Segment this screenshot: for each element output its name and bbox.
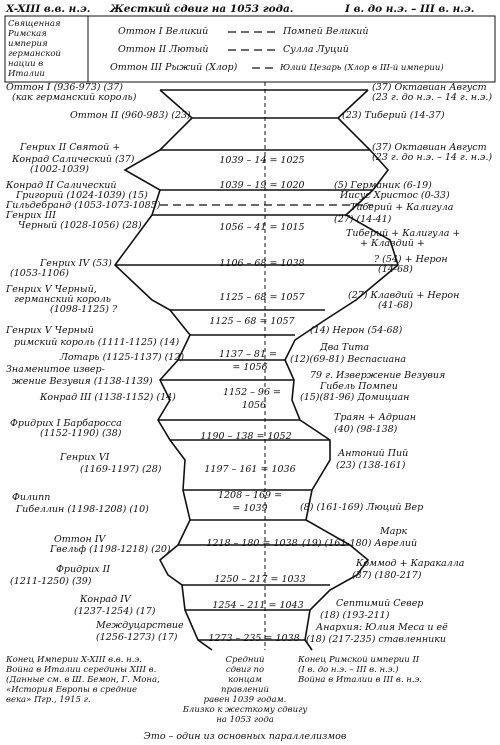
right-ruler-label: Септимий Север bbox=[336, 598, 424, 609]
equation: 1197 – 161 = 1036 bbox=[204, 464, 296, 475]
note-line: правлений bbox=[221, 685, 269, 695]
equation: 1208 – 169 = bbox=[217, 490, 283, 501]
left-ruler-label: Гвельф (1198-1218) (20) bbox=[50, 544, 171, 555]
right-ruler-label: (27) (14-41) bbox=[334, 214, 392, 225]
right-ruler-label: Антоний Пий bbox=[338, 448, 409, 459]
equation: 1190 – 138 = 1052 bbox=[200, 431, 292, 442]
footer-right-line: (I в. до н.э. – III в. н.э.) bbox=[298, 665, 399, 675]
header-roman-ruler: Юлий Цезарь (Хлор в III-й империи) bbox=[280, 63, 444, 73]
left-ruler-label: германский король bbox=[14, 294, 111, 305]
note-line: Близко к жесткому сдвигу bbox=[182, 705, 308, 715]
header-medieval-rulers bbox=[110, 26, 238, 73]
footer-left-line: Конец Империи X-XIII в.в. н.э. bbox=[6, 655, 142, 665]
left-ruler-label: (1256-1273) (17) bbox=[96, 632, 178, 643]
left-ruler-label: Черный (1028-1056) (28) bbox=[18, 220, 142, 231]
note-line: на 1053 года bbox=[216, 715, 274, 725]
right-ruler-label: Тиберий + Калигула + bbox=[346, 228, 461, 239]
header-empire-line: германской bbox=[8, 49, 61, 59]
equation: 1273 – 235 = 1038 bbox=[208, 633, 300, 644]
right-ruler-label: Марк bbox=[380, 526, 408, 537]
equation: = 1039 bbox=[232, 503, 268, 514]
left-ruler-label: Генрих III bbox=[6, 210, 57, 221]
left-ruler-label: Оттон IV bbox=[54, 534, 106, 545]
header-shift-title: Жесткий сдвиг на 1053 года. bbox=[110, 3, 294, 15]
header-left-century: X-XIII в.в. н.э. bbox=[6, 3, 91, 15]
right-ruler-label: (5) Германик (6-19) bbox=[334, 180, 432, 191]
note-line: сдвиг по bbox=[225, 665, 265, 675]
equation: 1056 bbox=[241, 400, 267, 411]
left-ruler-label: (как германский король) bbox=[12, 92, 137, 103]
note-line: равен 1039 годам. bbox=[203, 695, 287, 705]
left-ruler-label: Знаменитое извер- bbox=[6, 364, 105, 375]
right-ruler-label: (18) (193-211) bbox=[320, 610, 390, 621]
right-ruler-label: (14-68) bbox=[378, 264, 413, 275]
right-ruler-label: (41-68) bbox=[378, 300, 413, 311]
left-ruler-label: римский король (1111-1125) (14) bbox=[14, 337, 180, 348]
right-ruler-label: (40) (98-138) bbox=[334, 424, 398, 435]
header-empire-line: Священная bbox=[8, 19, 61, 29]
right-ruler-label: (8) (161-169) Люций Вер bbox=[300, 502, 424, 513]
left-ruler-label: Гибеллин (1198-1208) (10) bbox=[16, 504, 149, 515]
equation: = 1056 bbox=[232, 362, 268, 373]
equation: 1106 – 68 = 1038 bbox=[219, 258, 305, 269]
left-ruler-labels bbox=[5, 82, 191, 643]
left-ruler-label: Генрих II Святой + bbox=[20, 142, 121, 153]
left-ruler-label: Григорий (1024-1039) (15) bbox=[16, 190, 148, 201]
left-ruler-label: Оттон I (936-973) (37) bbox=[6, 82, 123, 93]
right-ruler-label: (12)(69-81) Веспасиана bbox=[290, 354, 407, 365]
left-ruler-label: Генрих VI bbox=[60, 452, 110, 463]
right-ruler-label: + Клавдий + bbox=[360, 238, 425, 249]
left-ruler-label: Конрад II Салический bbox=[6, 180, 117, 191]
right-ruler-label: (37) Октавиан Август bbox=[372, 82, 487, 93]
right-ruler-label: (37) Октавиан Август bbox=[372, 142, 487, 153]
left-ruler-label: Генрих V Черный bbox=[6, 325, 94, 336]
header-roman-rulers bbox=[279, 26, 444, 73]
header-right-century: I в. до н.э. – III в. н.э. bbox=[345, 3, 475, 15]
right-ruler-label: (15)(81-96) Домициан bbox=[300, 392, 410, 403]
right-ruler-label: Два Тита bbox=[320, 342, 370, 353]
equation: 1250 – 217 = 1033 bbox=[214, 574, 306, 585]
left-ruler-label: (1002-1039) bbox=[30, 164, 89, 175]
footer-left bbox=[5, 655, 160, 705]
equation: 1125 – 68 = 1057 bbox=[209, 316, 295, 327]
note-line: Средний bbox=[225, 655, 265, 665]
header-empire-line: нации в bbox=[8, 59, 44, 69]
left-ruler-label: Гильдебранд (1053-1073-1085) bbox=[6, 200, 161, 211]
left-ruler-label: Генрих IV (53) bbox=[40, 258, 112, 269]
header-medieval-ruler: Оттон I Великий bbox=[118, 26, 209, 37]
left-ruler-label: Междуцарствие bbox=[96, 620, 184, 631]
header-empire-label bbox=[7, 19, 61, 79]
footer-right-line: Конец Римской империи II bbox=[298, 655, 420, 665]
left-ruler-label: Фридрих II bbox=[56, 564, 111, 575]
equation: 1125 – 68 = 1057 bbox=[219, 292, 305, 303]
right-ruler-label: Коммод + Каракалла bbox=[356, 558, 465, 569]
center-note bbox=[182, 655, 308, 725]
left-ruler-label: Лотарь (1125-1137) (12) bbox=[60, 352, 185, 363]
left-ruler-label: Конрад III (1138-1152) (14) bbox=[40, 392, 176, 403]
center-equations bbox=[200, 155, 305, 644]
left-ruler-label: Филипп bbox=[12, 492, 51, 503]
header-empire-line: империя bbox=[8, 39, 48, 49]
header-roman-ruler: Помпей Великий bbox=[283, 26, 369, 37]
footer-right bbox=[297, 655, 422, 685]
equation: 1056 – 41 = 1015 bbox=[219, 222, 305, 233]
right-ruler-label: Траян + Адриан bbox=[334, 412, 416, 423]
left-ruler-label: Фридрих I Барбаросса bbox=[10, 418, 122, 429]
right-ruler-label: (37) (180-217) bbox=[352, 570, 422, 581]
right-ruler-label: (19) (161-180) Аврелий bbox=[302, 538, 418, 549]
header-medieval-ruler: Оттон III Рыжий (Хлор) bbox=[110, 62, 238, 73]
left-ruler-label: (1211-1250) (39) bbox=[10, 576, 92, 587]
footer-left-line: века» Пгр., 1915 г. bbox=[6, 695, 91, 705]
right-ruler-label: (23 г. до н.э. – 14 г. н.э.) bbox=[372, 152, 493, 163]
right-ruler-label: Тиберий + Калигула bbox=[350, 202, 454, 213]
header-roman-ruler: Сулла Луций bbox=[283, 44, 349, 55]
footer-left-line: Война в Италии середины XIII в. bbox=[6, 665, 157, 675]
left-ruler-label: (1098-1125) ? bbox=[50, 304, 118, 315]
left-ruler-label: Генрих V Черный, bbox=[6, 284, 97, 295]
right-ruler-label: Иисус Христос (0-33) bbox=[340, 190, 450, 201]
right-ruler-label: ? (54) + Нерон bbox=[374, 254, 448, 265]
left-ruler-label: Конрад Салический (37) bbox=[12, 154, 135, 165]
left-ruler-label: Конрад IV bbox=[80, 594, 131, 605]
right-ruler-label: Гибель Помпеи bbox=[320, 381, 398, 392]
footer-left-line: (Данные см. в Ш. Бемон, Г. Мона, bbox=[6, 675, 160, 685]
left-curve bbox=[115, 90, 212, 650]
right-ruler-label: 79 г. Извержение Везувия bbox=[310, 370, 446, 381]
left-ruler-label: (1152-1190) (38) bbox=[40, 428, 122, 439]
left-ruler-label: жение Везувия (1138-1139) bbox=[12, 376, 153, 387]
footer-right-line: Война в Италии в III в. н.э. bbox=[298, 675, 422, 685]
equation: 1254 – 211 = 1043 bbox=[212, 600, 304, 611]
right-ruler-label: (14) Нерон (54-68) bbox=[310, 325, 403, 336]
right-ruler-label: (18) (217-235) ставленники bbox=[306, 634, 447, 645]
header-empire-line: Римская bbox=[8, 29, 47, 39]
right-ruler-label: (23) Тиберий (14-37) bbox=[342, 110, 445, 121]
right-ruler-label: (27) Клавдий + Нерон bbox=[348, 290, 460, 301]
header-empire-line: Италии bbox=[8, 69, 45, 79]
equation: 1137 – 81 = bbox=[218, 349, 278, 360]
equation: 1152 – 96 = bbox=[222, 387, 282, 398]
right-ruler-label: (23 г. до н.э. – 14 г. н.э.) bbox=[372, 92, 493, 103]
left-ruler-label: (1237-1254) (17) bbox=[74, 606, 156, 617]
caption: Это – один из основных параллелизмов bbox=[143, 731, 347, 742]
note-line: концам bbox=[228, 675, 262, 685]
left-ruler-label: (1053-1106) bbox=[10, 268, 69, 279]
footer-left-line: «История Европы в средние bbox=[6, 685, 137, 695]
header-medieval-ruler: Оттон II Лютый bbox=[118, 44, 209, 55]
equation: 1218 – 180 = 1038 bbox=[206, 538, 298, 549]
left-ruler-label: (1169-1197) (28) bbox=[80, 464, 162, 475]
equation: 1039 – 19 = 1020 bbox=[219, 180, 305, 191]
right-ruler-label: (23) (138-161) bbox=[336, 460, 406, 471]
left-ruler-label: Оттон II (960-983) (23) bbox=[70, 110, 191, 121]
right-ruler-labels bbox=[290, 82, 492, 645]
right-ruler-label: Анархия: Юлия Меса и её bbox=[316, 622, 448, 633]
equation: 1039 – 14 = 1025 bbox=[219, 155, 305, 166]
